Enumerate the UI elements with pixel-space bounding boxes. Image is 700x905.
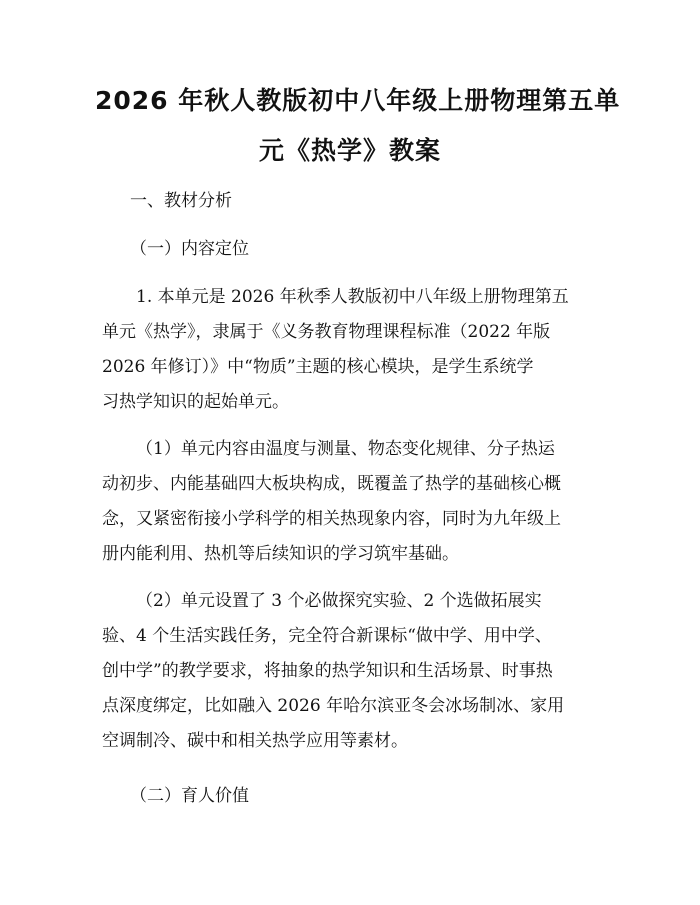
paragraph-line: 习热学知识的起始单元。: [102, 392, 289, 412]
paragraph-line: 念，又紧密衔接小学科学的相关热现象内容，同时为九年级上: [102, 509, 561, 529]
paragraph-line: 创中学”的教学要求，将抽象的热学知识和生活场景、时事热: [102, 661, 553, 681]
document-title-line-2: 元《热学》教案: [258, 136, 441, 165]
paragraph-line: 2026 年修订）》中“物质”主题的核心模块，是学生系统学: [102, 357, 534, 377]
paragraph-unit-experiments: [102, 590, 602, 765]
paragraph-line: 空调制冷、碳中和相关热学应用等素材。: [102, 731, 408, 751]
paragraph-line: 动初步、内能基础四大板块构成，既覆盖了热学的基础核心概: [102, 474, 561, 494]
paragraph-line: 单元《热学》，隶属于《义务教育物理课程标准（2022 年版: [102, 322, 551, 342]
paragraph-unit-overview: [102, 286, 602, 426]
paragraph-line: （1）单元内容由温度与测量、物态变化规律、分子热运: [136, 439, 555, 459]
paragraph-line: 点深度绑定，比如融入 2026 年哈尔滨亚冬会冰场制冰、家用: [102, 696, 565, 716]
paragraph-line: （2）单元设置了 3 个必做探究实验、2 个选做拓展实: [136, 591, 542, 611]
subsection-heading-educational-value: （二）育人价值: [130, 786, 249, 806]
paragraph-line: 1. 本单元是 2026 年秋季人教版初中八年级上册物理第五: [136, 287, 569, 307]
paragraph-line: 验、4 个生活实践任务，完全符合新课标“做中学、用中学、: [102, 626, 552, 646]
paragraph-unit-content: [102, 438, 602, 578]
section-heading-teaching-material-analysis: 一、教材分析: [130, 191, 232, 211]
subsection-heading-content-positioning: （一）内容定位: [130, 239, 249, 259]
paragraph-line: 册内能利用、热机等后续知识的学习筑牢基础。: [102, 544, 459, 564]
document-title-line-1: 2026 年秋人教版初中八年级上册物理第五单: [95, 86, 621, 115]
